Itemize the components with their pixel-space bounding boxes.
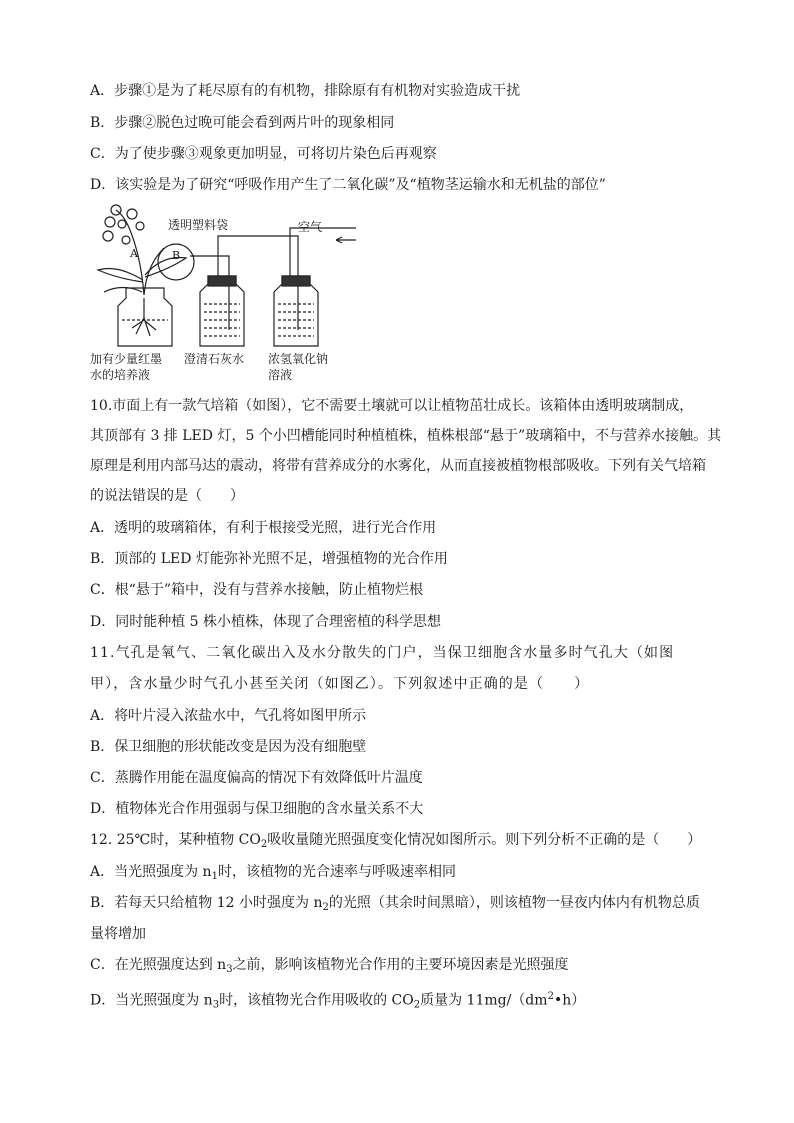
air-label: 空气: [298, 220, 323, 234]
q9-option-a: A．步骤①是为了耗尽原有的有机物，排除原有有机物对实验造成干扰: [90, 83, 521, 99]
q10-stem-1: 10.市面上有一款气培箱（如图），它不需要土壤就可以让植物茁壮成长。该箱体由透明玻璃制成，: [90, 398, 694, 414]
q12-option-d-unit: 质量为 11mg/（dm: [420, 992, 548, 1009]
air-inlet-tube: [290, 228, 356, 276]
culture-label-1: 加有少量红墨: [90, 352, 163, 366]
q11-stem-1: 11.气孔是氧气、二氧化碳出入及水分散失的门户，当保卫细胞含水量多时气孔大（如图: [90, 645, 675, 661]
q10-stem-2: 其顶部有 3 排 LED 灯，5 个小凹槽能同时种植植株，植株根部“悬于”玻璃箱中，不与营养水接触。其: [90, 428, 722, 444]
q10-stem-3: 原理是利用内部马达的震动，将带有营养成分的水雾化，从而直接被植物根部吸收。下列有关气培箱: [90, 458, 706, 474]
leaf-a: [98, 268, 143, 282]
plant-stem: [130, 230, 144, 295]
culture-label-2: 水的培养液: [90, 368, 151, 382]
q11-option-c: C．蒸腾作用能在温度偏高的情况下有效降低叶片温度: [90, 770, 423, 786]
q12-option-b-sub: 2: [322, 902, 329, 913]
q12-option-a-rest: 时，该植物的光合速率与呼吸速率相同: [217, 864, 456, 880]
q12-option-d-text: D．当光照强度为 n: [90, 992, 213, 1009]
q12-option-b: [90, 893, 700, 918]
q10-option-b: B．顶部的 LED 灯能弥补光照不足，增强植物的光合作用: [90, 551, 448, 567]
q12-option-d-end: •h）: [553, 992, 586, 1009]
q9-option-b: B．步骤②脱色过晚可能会看到两片叶的现象相同: [90, 115, 395, 131]
q12-option-d: [90, 987, 585, 1016]
q12-option-c-text: C．在光照强度达到 n: [90, 957, 227, 973]
q12-stem-a: 12. 25℃时，某种植物 CO: [90, 832, 261, 848]
q12-option-a: [90, 862, 456, 887]
q12-option-d-sub2: 2: [413, 999, 421, 1011]
q12-option-d-sup: 2: [547, 991, 554, 1002]
q12-option-b-rest: 的光照（其余时间黑暗），则该植物一昼夜内体内有机物总质: [328, 895, 700, 911]
q12-option-c: [90, 955, 569, 980]
marker-a: A: [130, 247, 138, 260]
q10-option-d: D．同时能种植 5 株小植株，体现了合理密植的科学思想: [90, 614, 442, 630]
q12-option-d-mid: 时，该植物光合作用吸收的 CO: [219, 992, 414, 1009]
q12-option-b-text: B．若每天只给植物 12 小时强度为 n: [90, 895, 323, 911]
air-arrow: [336, 237, 356, 243]
roots: [132, 298, 156, 336]
q11-option-d: D．植物体光合作用强弱与保卫细胞的含水量关系不大: [90, 801, 424, 817]
q10-stem-4: 的说法错误的是（ ）: [90, 488, 244, 504]
limewater-label: 澄清石灰水: [184, 352, 245, 366]
culture-bottle: [118, 288, 172, 346]
q11-option-a: A．将叶片浸入浓盐水中，气孔将如图甲所示: [90, 708, 367, 724]
tube-1: [190, 256, 229, 330]
q12-option-a-sub: 1: [211, 871, 218, 882]
q12-stem-b: 吸收量随光照强度变化情况如图所示。则下列分析不正确的是（ ）: [267, 832, 702, 848]
q12-option-a-text: A．当光照强度为 n: [90, 864, 212, 880]
q11-stem-2: 甲），含水量少时气孔小甚至关闭（如图乙）。下列叙述中正确的是（ ）: [90, 676, 590, 692]
naoh-label-1: 浓氢氧化钠: [268, 352, 329, 366]
experiment-apparatus-figure: [86, 200, 376, 390]
q12-option-c-rest: 之前，影响该植物光合作用的主要环境因素是光照强度: [232, 957, 569, 973]
q12-stem-sub: 2: [260, 839, 268, 850]
q10-option-a: A．透明的玻璃箱体，有利于根接受光照，进行光合作用: [90, 520, 437, 536]
q9-option-c: C．为了使步骤③观象更加明显，可将切片染色后再观察: [90, 146, 437, 162]
marker-b: B: [172, 249, 181, 262]
q10-option-c: C．根“悬于”箱中，没有与营养水接触，防止植物烂根: [90, 582, 424, 598]
naoh-label-2: 溶液: [268, 368, 293, 382]
bag-label: 透明塑料袋: [168, 218, 229, 232]
q12-option-b-line2: 量将增加: [90, 926, 146, 942]
q9-option-d: D．该实验是为了研究“呼吸作用产生了二氧化碳”及“植物茎运输水和无机盐的部位”: [90, 177, 606, 193]
q11-option-b: B．保卫细胞的形状能改变是因为没有细胞壁: [90, 739, 367, 755]
q12-option-d-sub: 3: [212, 999, 220, 1011]
q12-option-c-sub: 3: [226, 964, 233, 975]
q12-stem: [90, 830, 701, 855]
